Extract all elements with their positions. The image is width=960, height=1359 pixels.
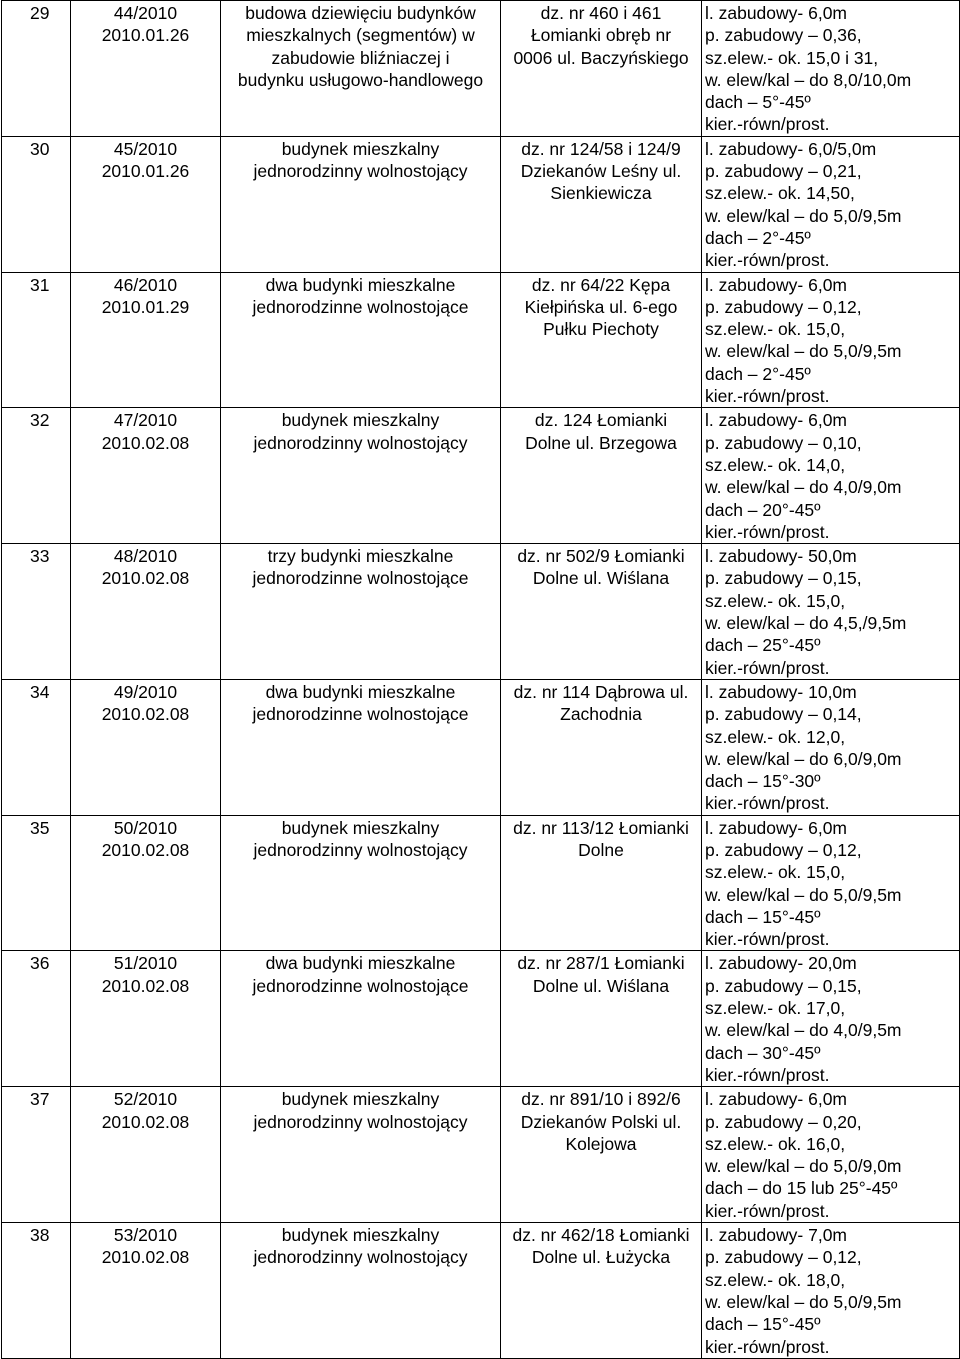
decision-number-line: 48/2010 (113, 546, 178, 567)
row-number: 38 (2, 1223, 71, 1359)
parameter-line: sz.elew.- ok. 14,50, (705, 183, 855, 204)
table-row (2, 544, 960, 680)
table-row (2, 1, 960, 137)
decision-number-line: 2010.02.08 (101, 432, 190, 453)
location-line: Kolejowa (565, 1133, 637, 1154)
parameter-line: dach – 15°-45º (705, 1314, 821, 1335)
parameter-line: w. elew/kal – do 5,0/9,5m (705, 341, 902, 362)
decision-number-cell (71, 815, 221, 951)
decision-number-cell (71, 272, 221, 408)
investment-description-cell (221, 1, 501, 137)
parameter-line: kier.-równ/prost. (705, 929, 830, 950)
location-cell (501, 136, 702, 272)
parameter-line: kier.-równ/prost. (705, 657, 830, 678)
parameter-line: kier.-równ/prost. (705, 114, 830, 135)
description-line: budynek mieszkalny (281, 138, 440, 159)
description-line: budynku usługowo-handlowego (237, 69, 484, 90)
decision-number-cell (71, 679, 221, 815)
parameter-line: w. elew/kal – do 5,0/9,5m (705, 205, 902, 226)
table-body (2, 1, 960, 1359)
location-cell (501, 408, 702, 544)
investment-description-cell (221, 1223, 501, 1359)
row-number: 31 (2, 272, 71, 408)
description-line: budynek mieszkalny (281, 817, 440, 838)
parameter-line: w. elew/kal – do 5,0/9,5m (705, 1291, 902, 1312)
parameter-line: l. zabudowy- 6,0m (705, 1089, 848, 1110)
parameter-line: l. zabudowy- 6,0m (705, 410, 848, 431)
decision-number-cell (71, 951, 221, 1087)
description-line: jednorodzinne wolnostojące (252, 975, 469, 996)
location-line: dz. nr 124/58 i 124/9 (521, 138, 681, 159)
investment-description-cell (221, 408, 501, 544)
decision-number-line: 2010.02.08 (101, 704, 190, 725)
description-line: trzy budynki mieszkalne (267, 546, 454, 567)
description-line: jednorodzinny wolnostojący (253, 1247, 468, 1268)
table-row (2, 136, 960, 272)
location-cell (501, 679, 702, 815)
location-line: Dolne ul. Wiślana (532, 568, 670, 589)
table-row (2, 679, 960, 815)
table-row (2, 408, 960, 544)
description-line: jednorodzinny wolnostojący (253, 161, 468, 182)
location-cell (501, 272, 702, 408)
parameter-line: l. zabudowy- 20,0m (705, 953, 857, 974)
parameter-line: p. zabudowy – 0,15, (705, 975, 862, 996)
parameter-line: dach – 15°-30º (705, 771, 821, 792)
parameter-line: sz.elew.- ok. 15,0, (705, 319, 846, 340)
table-row (2, 951, 960, 1087)
parameter-line: sz.elew.- ok. 14,0, (705, 454, 846, 475)
parameter-line: dach – do 15 lub 25°-45º (705, 1178, 898, 1199)
parameter-line: p. zabudowy – 0,15, (705, 568, 862, 589)
parameter-line: l. zabudowy- 7,0m (705, 1225, 848, 1246)
description-line: dwa budynki mieszkalne (265, 681, 456, 702)
parameter-line: sz.elew.- ok. 16,0, (705, 1133, 846, 1154)
decision-number-cell (71, 1087, 221, 1223)
parameters-cell (702, 408, 960, 544)
row-number: 30 (2, 136, 71, 272)
location-cell (501, 951, 702, 1087)
description-line: jednorodzinny wolnostojący (253, 1111, 468, 1132)
description-line: budynek mieszkalny (281, 410, 440, 431)
parameter-line: l. zabudowy- 10,0m (705, 681, 857, 702)
location-line: 0006 ul. Baczyńskiego (513, 47, 689, 68)
parameter-line: p. zabudowy – 0,12, (705, 1247, 862, 1268)
location-line: dz. nr 113/12 Łomianki (513, 817, 689, 838)
row-number: 32 (2, 408, 71, 544)
description-line: jednorodzinne wolnostojące (252, 568, 469, 589)
decision-number-line: 2010.01.29 (101, 296, 190, 317)
parameter-line: p. zabudowy – 0,14, (705, 704, 862, 725)
location-line: dz. nr 891/10 i 892/6 (521, 1089, 681, 1110)
parameter-line: sz.elew.- ok. 15,0, (705, 590, 846, 611)
location-cell (501, 1223, 702, 1359)
parameter-line: dach – 30°-45º (705, 1042, 821, 1063)
parameter-line: sz.elew.- ok. 12,0, (705, 726, 846, 747)
investment-description-cell (221, 951, 501, 1087)
location-line: Dolne ul. Łużycka (531, 1247, 671, 1268)
parameters-cell (702, 1, 960, 137)
location-cell (501, 1, 702, 137)
decision-number-line: 2010.02.08 (101, 839, 190, 860)
row-number: 33 (2, 544, 71, 680)
decision-number-cell (71, 1223, 221, 1359)
parameter-line: w. elew/kal – do 5,0/9,0m (705, 1156, 902, 1177)
parameter-line: kier.-równ/prost. (705, 521, 830, 542)
parameter-line: w. elew/kal – do 4,5,/9,5m (705, 613, 907, 634)
decision-number-line: 49/2010 (113, 681, 178, 702)
row-number: 35 (2, 815, 71, 951)
table-row (2, 815, 960, 951)
location-line: Dolne (578, 839, 624, 860)
description-line: budowa dziewięciu budynków (245, 3, 476, 23)
decision-number-cell (71, 136, 221, 272)
parameter-line: w. elew/kal – do 8,0/10,0m (705, 69, 912, 90)
parameter-line: w. elew/kal – do 4,0/9,5m (705, 1020, 902, 1041)
description-line: dwa budynki mieszkalne (265, 953, 456, 974)
parameter-line: w. elew/kal – do 4,0/9,0m (705, 477, 902, 498)
location-line: dz. nr 64/22 Kępa (531, 274, 671, 295)
location-line: Pułku Piechoty (543, 319, 659, 340)
row-number: 29 (2, 1, 71, 137)
location-line: Dziekanów Polski ul. (520, 1111, 682, 1132)
description-line: jednorodzinne wolnostojące (252, 296, 469, 317)
parameters-cell (702, 136, 960, 272)
parameter-line: dach – 25°-45º (705, 635, 821, 656)
location-line: Łomianki obręb nr (530, 25, 672, 46)
decision-number-line: 2010.02.08 (101, 568, 190, 589)
decision-number-line: 52/2010 (113, 1089, 178, 1110)
location-line: dz. nr 114 Dąbrowa ul. (513, 681, 689, 702)
parameter-line: kier.-równ/prost. (705, 1064, 830, 1085)
investment-description-cell (221, 815, 501, 951)
location-line: dz. nr 462/18 Łomianki (512, 1225, 690, 1246)
parameter-line: dach – 15°-45º (705, 906, 821, 927)
location-line: Dziekanów Leśny ul. (520, 161, 682, 182)
parameters-cell (702, 544, 960, 680)
parameter-line: sz.elew.- ok. 18,0, (705, 1269, 846, 1290)
parameter-line: l. zabudowy- 6,0m (705, 274, 848, 295)
parameter-line: sz.elew.- ok. 17,0, (705, 998, 846, 1019)
location-line: dz. 124 Łomianki (534, 410, 668, 431)
row-number: 36 (2, 951, 71, 1087)
decision-number-line: 45/2010 (113, 138, 178, 159)
parameters-cell (702, 1087, 960, 1223)
decision-number-line: 47/2010 (113, 410, 178, 431)
description-line: jednorodzinne wolnostojące (252, 704, 469, 725)
location-cell (501, 1087, 702, 1223)
parameters-cell (702, 1223, 960, 1359)
decision-number-line: 44/2010 (113, 3, 178, 23)
parameter-line: w. elew/kal – do 6,0/9,0m (705, 748, 902, 769)
parameters-cell (702, 815, 960, 951)
row-number: 34 (2, 679, 71, 815)
decision-number-line: 46/2010 (113, 274, 178, 295)
location-line: dz. nr 460 i 461 (540, 3, 662, 23)
investment-description-cell (221, 1087, 501, 1223)
decision-number-line: 50/2010 (113, 817, 178, 838)
parameter-line: kier.-równ/prost. (705, 1200, 830, 1221)
parameter-line: dach – 20°-45º (705, 499, 821, 520)
location-cell (501, 544, 702, 680)
description-line: jednorodzinny wolnostojący (253, 432, 468, 453)
parameter-line: l. zabudowy- 6,0m (705, 3, 848, 23)
investment-description-cell (221, 679, 501, 815)
location-line: Kiełpińska ul. 6-ego (524, 296, 678, 317)
parameter-line: sz.elew.- ok. 15,0, (705, 862, 846, 883)
investment-description-cell (221, 136, 501, 272)
parameter-line: kier.-równ/prost. (705, 1336, 830, 1357)
decision-number-line: 51/2010 (113, 953, 178, 974)
decision-number-line: 2010.01.26 (101, 25, 190, 46)
parameter-line: l. zabudowy- 6,0/5,0m (705, 138, 877, 159)
location-cell (501, 815, 702, 951)
location-line: dz. nr 287/1 Łomianki (517, 953, 685, 974)
table-row (2, 272, 960, 408)
description-line: budynek mieszkalny (281, 1089, 440, 1110)
location-line: Zachodnia (560, 704, 642, 725)
parameter-line: p. zabudowy – 0,10, (705, 432, 862, 453)
decision-number-cell (71, 544, 221, 680)
description-line: mieszkalnych (segmentów) w (246, 25, 475, 46)
investment-description-cell (221, 272, 501, 408)
decision-number-line: 53/2010 (113, 1225, 178, 1246)
table-row (2, 1087, 960, 1223)
parameter-line: kier.-równ/prost. (705, 793, 830, 814)
parameter-line: p. zabudowy – 0,12, (705, 296, 862, 317)
parameters-cell (702, 679, 960, 815)
decision-number-cell (71, 1, 221, 137)
parameter-line: dach – 2°-45º (705, 227, 811, 248)
parameter-line: kier.-równ/prost. (705, 386, 830, 407)
description-line: jednorodzinny wolnostojący (253, 839, 468, 860)
location-line: Dolne ul. Brzegowa (525, 432, 677, 453)
parameters-cell (702, 272, 960, 408)
location-line: Dolne ul. Wiślana (532, 975, 670, 996)
parameter-line: dach – 5°-45º (705, 92, 811, 113)
parameter-line: kier.-równ/prost. (705, 250, 830, 271)
parameter-line: l. zabudowy- 50,0m (705, 546, 857, 567)
parameter-line: dach – 2°-45º (705, 363, 811, 384)
decision-number-line: 2010.02.08 (101, 1247, 190, 1268)
decision-number-line: 2010.02.08 (101, 975, 190, 996)
parameters-cell (702, 951, 960, 1087)
parameter-line: p. zabudowy – 0,21, (705, 161, 862, 182)
decisions-table (1, 0, 960, 1359)
description-line: zabudowie bliźniaczej i (271, 47, 450, 68)
location-line: dz. nr 502/9 Łomianki (517, 546, 685, 567)
parameter-line: w. elew/kal – do 5,0/9,5m (705, 884, 902, 905)
description-line: budynek mieszkalny (281, 1225, 440, 1246)
parameter-line: l. zabudowy- 6,0m (705, 817, 848, 838)
parameter-line: sz.elew.- ok. 15,0 i 31, (705, 47, 879, 68)
parameter-line: p. zabudowy – 0,20, (705, 1111, 862, 1132)
investment-description-cell (221, 544, 501, 680)
parameter-line: p. zabudowy – 0,36, (705, 25, 862, 46)
parameter-line: p. zabudowy – 0,12, (705, 839, 862, 860)
decision-number-line: 2010.01.26 (101, 161, 190, 182)
row-number: 37 (2, 1087, 71, 1223)
location-line: Sienkiewicza (550, 183, 652, 204)
decision-number-line: 2010.02.08 (101, 1111, 190, 1132)
table-row (2, 1223, 960, 1359)
decision-number-cell (71, 408, 221, 544)
description-line: dwa budynki mieszkalne (265, 274, 456, 295)
